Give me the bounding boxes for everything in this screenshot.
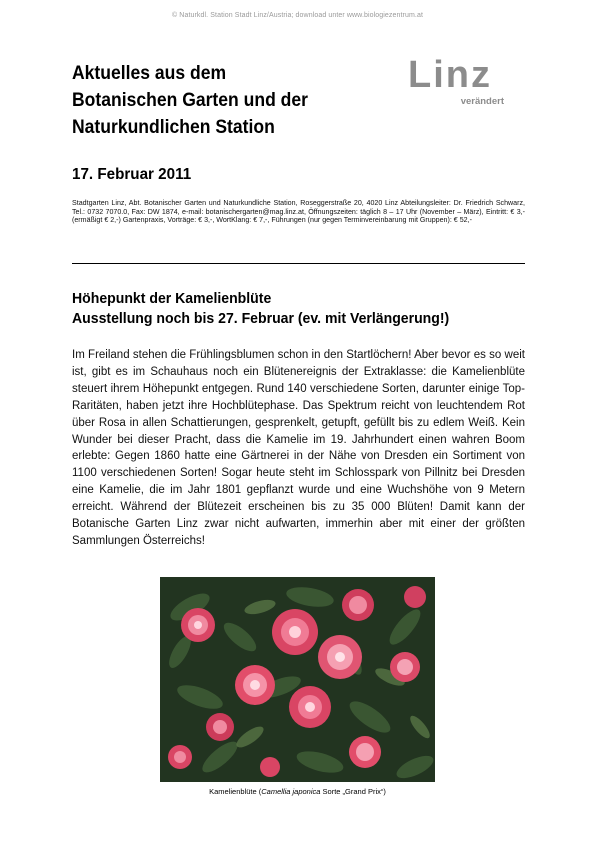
- photo-caption: [0, 787, 595, 796]
- camellia-photo: [160, 577, 435, 782]
- article-body: Im Freiland stehen die Frühlingsblumen schon in den Startlöchern! Aber bevor es so weit ist, gibt es im Schauhaus noch ein Blütenereignis der Extraklasse: die Kamelienblüte steuert ihrem Höhepunkt entgegen. Rund 140 verschiedene Sorten, darunter einige Top-Raritäten, haben jetzt ihre Hochblütephase. Das Spektrum reicht von leuchtendem Rot über Rosa in allen Schattierungen, gesprenkelt, getupft, gefüllt bis zu edlem Weiß. Kein Wunder bei dieser Pracht, dass die Kamelie im 19. Jahrhundert einen wahren Boom erlebte: Gegen 1860 hatte eine Gärtnerei in der Nähe von Dresden ein Sortiment von 1100 verschiedenen Sorten! Sogar heute steht im Schlosspark von Pillnitz bei Dresden eine Kamelie, die im Jahr 1801 gepflanzt wurde und eine Wuchshöhe von 9 Metern erreicht. Während der Blütezeit erscheinen bis zu 35 000 Blüten! Damit kann der Botanische Garten Linz zwar nicht aufwarten, immerhin aber mit einer der größten Sammlungen Österreichs!: [72, 349, 525, 547]
- title-line-2: Botanischen Garten und der: [72, 89, 308, 111]
- article-subheading: Ausstellung noch bis 27. Februar (ev. mit Verlängerung!): [72, 311, 450, 327]
- contact-info: Stadtgarten Linz, Abt. Botanischer Garten und Naturkundliche Station, Roseggerstraße 20, 4020 Linz Abteilungsleiter: Dr. Friedrich Schwarz, Tel.: 0732 7070.0, Fax: DW 1874, e-mail: botanischergarten@mag.linz.at, Öffnungszeiten: täglich 8 – 17 Uhr (November – März), Eintritt: € 3,- (ermäßigt € 2,-) Gartenpraxis, Vorträge: € 3,-, WortKlang: € 7,-, Führungen (nur gegen Terminvereinbarung mit Gruppen): € 52,-: [72, 199, 525, 225]
- title-line-1: Aktuelles aus dem: [72, 62, 227, 84]
- logo-word: Linz: [408, 54, 492, 96]
- issue-date: 17. Februar 2011: [72, 166, 192, 183]
- caption-prefix: Kamelienblüte (: [209, 787, 262, 796]
- caption-species: Camellia japonica: [261, 787, 321, 796]
- logo-subtitle: verändert: [460, 96, 504, 107]
- article-heading: Höhepunkt der Kamelienblüte: [72, 291, 272, 307]
- title-line-3: Naturkundlichen Station: [72, 116, 275, 138]
- page-title: [72, 60, 360, 141]
- linz-logo: [408, 54, 504, 107]
- watermark: © Naturkdl. Station Stadt Linz/Austria; download unter www.biologiezentrum.at: [172, 12, 423, 19]
- divider: [72, 263, 525, 264]
- camellia-photo-drawing: [160, 577, 435, 782]
- caption-suffix: Sorte „Grand Prix“): [320, 787, 386, 796]
